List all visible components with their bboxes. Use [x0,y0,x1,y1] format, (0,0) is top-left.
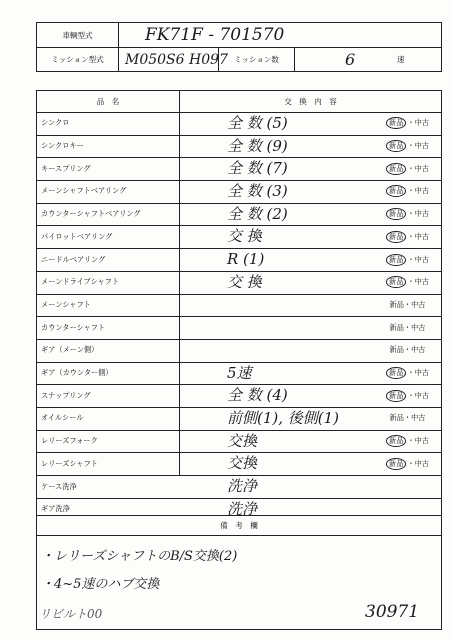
part-name: カウンターシャフトベアリング [41,209,141,219]
condition-new-used [376,135,439,158]
replacement-detail: 全 数 (5) [227,113,288,132]
remark-line-1: ・レリーズシャフトのB/S交換(2) [41,549,238,564]
replacement-detail: 全 数 (9) [227,136,288,155]
separator: ・ [407,163,415,173]
replacement-detail: 交 換 [227,227,262,246]
used-label: 中古 [414,186,429,196]
new-label: 新品 [389,413,404,423]
new-label: 新品 [386,231,406,243]
used-label: 中古 [414,209,429,219]
separator: ・ [407,209,415,219]
condition-new-used [376,384,439,407]
mission-count-label: ミッション数 [218,47,295,72]
new-label: 新品 [386,117,406,129]
mission-model-value: M050S6 H097 [125,51,228,68]
separator: ・ [407,231,415,241]
condition-new-used [376,339,439,362]
part-name: ギア（メーン側） [41,345,99,355]
condition-new-used [376,157,439,180]
replacement-detail: 全 数 (7) [227,159,288,178]
separator: ・ [407,458,415,468]
used-label: 中古 [414,163,429,173]
part-name: メーンシャフトベアリング [41,186,127,196]
used-label: 中古 [414,231,429,241]
new-label: 新品 [386,163,406,175]
serial-number: 30971 [365,602,420,622]
new-label: 新品 [389,322,404,332]
used-label: 中古 [411,299,426,309]
used-label: 中古 [414,118,429,128]
condition-new-used [376,407,439,430]
vehicle-model-value: FK71F - 701570 [145,25,285,45]
mission-count-value: 6 [345,50,356,69]
new-label: 新品 [389,345,404,355]
separator: ・ [403,345,412,355]
replacement-detail: 全 数 (3) [227,181,288,200]
separator: ・ [403,413,412,423]
header-box [36,22,442,72]
replacement-detail: R (1) [227,249,265,268]
col-detail-header: 交 換 内 容 [179,91,441,112]
wash-detail: 洗浄 [227,499,258,518]
part-name: カウンターシャフト [41,322,106,332]
rebuilt-stamp: リビルト00 [39,607,103,621]
replacement-detail: 全 数 (2) [227,204,288,223]
separator: ・ [407,390,415,400]
used-label: 中古 [411,345,426,355]
used-label: 中古 [411,413,426,423]
condition-new-used [376,362,439,385]
remark-line-2: ・4~5速のハブ交換 [41,577,160,592]
used-label: 中古 [414,368,429,378]
mission-model-label: ミッション型式 [37,47,119,72]
part-name: シンクロキー [41,141,84,151]
separator: ・ [407,186,415,196]
part-name: メーンドライブシャフト [41,277,120,287]
replacement-detail: 前側(1), 後側(1) [227,408,340,427]
new-label: 新品 [386,367,406,379]
part-name: メーンシャフト [41,299,91,309]
replacement-detail: 交換 [227,431,258,450]
remarks-title: 備 考 欄 [37,515,441,536]
part-name: スナップリング [41,390,91,400]
condition-new-used [376,271,439,294]
remarks-box [36,515,442,630]
used-label: 中古 [414,436,429,446]
new-label: 新品 [389,299,404,309]
part-name: キースプリング [41,163,91,173]
condition-new-used [376,226,439,249]
wash-name: ギア洗浄 [41,504,70,514]
separator: ・ [407,277,415,287]
table-row [37,271,441,295]
separator: ・ [407,141,415,151]
replacement-detail: 5速 [227,363,252,382]
used-label: 中古 [414,141,429,151]
new-label: 新品 [386,435,406,447]
used-label: 中古 [414,254,429,264]
replacement-detail: 全 数 (4) [227,386,288,405]
vehicle-model-label: 車輌型式 [37,23,119,47]
part-name: レリーズシャフト [41,458,98,468]
wash-name: ケース洗浄 [41,481,77,491]
condition-new-used [376,203,439,226]
mission-row [37,47,441,72]
part-name: ギア（カウンター側） [41,368,113,378]
new-label: 新品 [386,276,406,288]
part-name: シンクロ [41,118,70,128]
part-name: オイルシール [41,413,84,423]
new-label: 新品 [386,208,406,220]
separator: ・ [403,322,412,332]
new-label: 新品 [386,458,406,470]
vehicle-model-row [37,23,441,48]
separator: ・ [407,368,415,378]
table-row [37,316,441,340]
separator: ・ [403,299,412,309]
new-label: 新品 [386,390,406,402]
new-label: 新品 [386,140,406,152]
used-label: 中古 [414,277,429,287]
used-label: 中古 [414,458,429,468]
condition-new-used [376,316,439,339]
condition-new-used [376,430,439,453]
condition-new-used [376,294,439,317]
used-label: 中古 [414,390,429,400]
replacement-detail: 交 換 [227,272,262,291]
separator: ・ [407,254,415,264]
separator: ・ [407,436,415,446]
parts-table [36,90,442,516]
wash-detail: 洗浄 [227,477,258,496]
separator: ・ [407,118,415,128]
part-name: パイロットベアリング [41,231,113,241]
used-label: 中古 [411,322,426,332]
condition-new-used [376,180,439,203]
condition-new-used [376,248,439,271]
new-label: 新品 [386,254,406,266]
condition-new-used [376,112,439,135]
col-item-header: 品 名 [96,97,120,106]
part-name: レリーズフォーク [41,436,98,446]
speed-unit: 速 [397,55,405,64]
part-name: ニードルベアリング [41,254,106,264]
replacement-detail: 交換 [227,454,258,473]
condition-new-used [376,453,439,476]
new-label: 新品 [386,185,406,197]
table-row [37,294,441,318]
